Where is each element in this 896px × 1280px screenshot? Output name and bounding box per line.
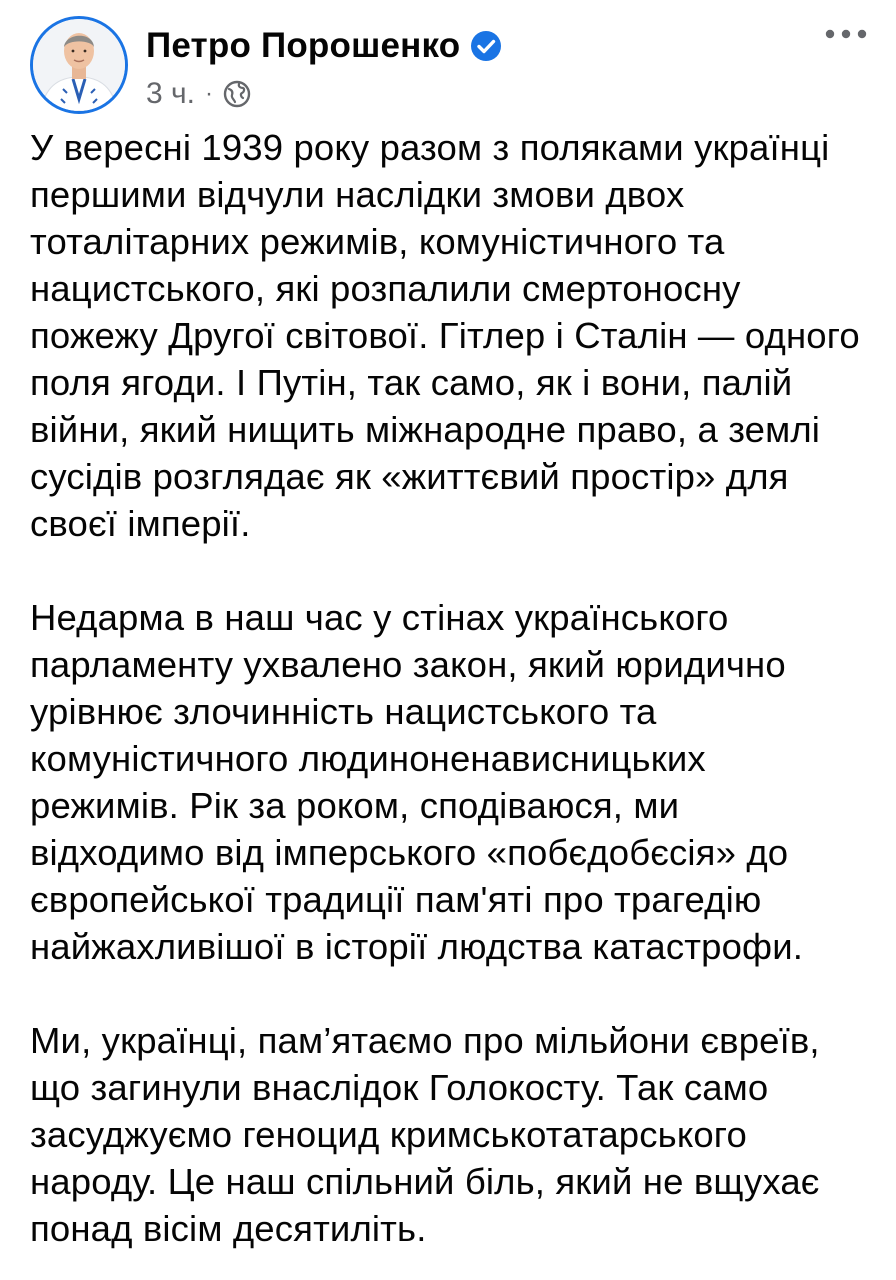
post-text bbox=[30, 124, 880, 1252]
more-options-button[interactable] bbox=[820, 14, 872, 54]
post-text-line: парламенту ухвалено закон, який юридично bbox=[30, 644, 786, 685]
post-text-line: режимів. Рік за роком, сподіваюся, ми bbox=[30, 785, 680, 826]
post-paragraph bbox=[30, 594, 880, 970]
post-text-line: європейської традиції пам'яті про трагедію bbox=[30, 879, 762, 920]
post-timestamp[interactable]: 3 ч. bbox=[146, 77, 195, 110]
post-text-line: понад вісім десятиліть. bbox=[30, 1208, 427, 1249]
globe-icon[interactable] bbox=[223, 80, 251, 108]
post-text-line: першими відчули наслідки змови двох bbox=[30, 174, 685, 215]
post-text-line: поля ягоди. І Путін, так само, як і вони, палій bbox=[30, 362, 793, 403]
author-avatar[interactable] bbox=[30, 16, 128, 114]
post-meta bbox=[146, 74, 251, 114]
post-text-line: відходимо від імперського «побєдобєсія» до bbox=[30, 832, 789, 873]
post-text-line: найжахливішої в історії людства катастрофи. bbox=[30, 926, 804, 967]
post-text-line: війни, який нищить міжнародне право, а землі bbox=[30, 409, 821, 450]
post-text-line: комуністичного людиноненависницьких bbox=[30, 738, 706, 779]
post-header bbox=[28, 6, 880, 116]
post-text-line: народу. Це наш спільний біль, який не вщухає bbox=[30, 1161, 820, 1202]
meta-separator: · bbox=[204, 80, 213, 107]
post-text-line: Недарма в наш час у стінах українського bbox=[30, 597, 729, 638]
post-text-line: сусідів розглядає як «життєвий простір» для bbox=[30, 456, 789, 497]
post-text-line: нацистського, які розпалили смертоносну bbox=[30, 268, 741, 309]
post-paragraph bbox=[30, 124, 880, 547]
post-text-line: Ми, українці, пам’ятаємо про мільйони євреїв, bbox=[30, 1020, 820, 1061]
post-text-line: засуджуємо геноцид кримськотатарського bbox=[30, 1114, 747, 1155]
verified-badge-icon bbox=[470, 30, 502, 62]
post-text-line: урівнює злочинність нацистського та bbox=[30, 691, 657, 732]
post-text-line: що загинули внаслідок Голокосту. Так само bbox=[30, 1067, 769, 1108]
author-name[interactable]: Петро Порошенко bbox=[146, 26, 461, 65]
more-options-icon bbox=[824, 28, 868, 40]
post-paragraph bbox=[30, 1017, 880, 1252]
post-text-line: своєї імперії. bbox=[30, 503, 251, 544]
author-line bbox=[146, 16, 502, 76]
post-text-line: пожежу Другої світової. Гітлер і Сталін — одного bbox=[30, 315, 860, 356]
post-text-line: тоталітарних режимів, комуністичного та bbox=[30, 221, 725, 262]
avatar-photo bbox=[33, 19, 125, 111]
post-text-line: У вересні 1939 року разом з поляками українці bbox=[30, 127, 830, 168]
